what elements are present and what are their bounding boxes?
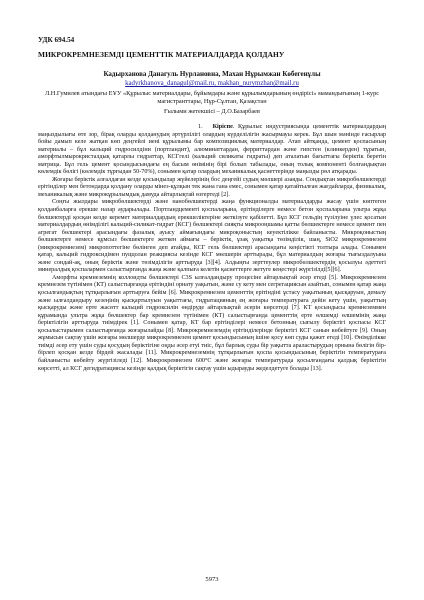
paragraph: Соңғы жылдары микробөлшектерді және нанобөлшектерді жаңа функционалды материалдарды жасау үшін көптеген қолданбаларға ерекше назар аударылады. Портландцементі қоспаларына, ерітінділерге немесе бетон қоспаларына ультра жұқа бөлшектерді қосқан кезде керемет материалдардың ерекшеліктеріне жеткізуге қабілетті. Бұл КСГ гельдің түзілуіне үлес қосатын материалдардың өнімділігі кальций-силикат-гидрат (КСГ) бөлшектері сияқты микрооңшамы қатты бөлшектерге немесе цемент пен агрегат бөлшектері арасындағы фазалық ауысу аймағындағы микроқоныстың кеуектілікке байланысты. Микроқоныстың бөлшектерге немесе құмсыз бөлшектерге жеткен аймағы – беріктік, ұзақ уақытқа төзімділік, шаң, SiO2 микрокремнезем (микрокремнезем) микропоттегіне бөлінген деп атайды, КСГ гель бөлшектері арасындағы кеңістікті толтыра алады. Сонымен қатар, кальций гидроксидімен пуццолан реакциясы кезінде КСГ мөлшерін арттырады, бұл материалдың жоғары тығыздалуына және сондай-ақ, оның беріктік және төзімділігін арттыруда [3][4]. Алдыңғы зерттеулер микробөлшектердің қосылуы әдеттегі минералдық қоспалармен салыстырғанда жаңа және қалпыға келетін қасиеттерге жетуге кеңестері жүргізілді[5][6]. (38, 199, 386, 274)
paragraph: Аморфты кремнеземнің коллоидты бөлшектері C3S ылғалдандыру процесіне айтарлықтай әсер етеді [5]. Микрокремнезем кремнезем түтінімен (КТ) салыстырғанда ерітіндіні орнату уақытын, және су кету мен сегрегациясын азайтып, сонымен қатар жаңа қосылғандықтың тұтқырлығын арттыруға бейім [6]. Микрокремнезем цементтің ерітіндіні ұстасу уақытының қысқаруын, демалу және ылғалдандыру кезеңінің қысқартылуын уақыттағы, гидратацияның ең жоғары температураға дейін кету үшін, уақыттың қысқаруды және ерте жасөтт кальций гидроксилін өндіруде айтарлықтай әсерін көрсетеді [7]. КТ қосындысы кремнеземмен құрамында ультра жұқа бөлшектер бар кремнезем түтінімен (КТ) салыстырғанда цементтің ерте өлшемді өлшемінің жаңа беріктілігін арттыруда тиімдірек [1]. Сонымен қатар, КТ бар ерітінділері немесе бетонның сығылу беріктігі қоспасы КСГ қосылыстарымен салыстырғанда жоғарылайды [8]. Микрокремнеземдің ерітінділерінде беріктігі КСГ санын көбейтуге [9]. Оның жұмысын сақтау үшін жоғары мөлшерде микрокремнезем цемент қосындысының ішіне қосу көп суды қажет етеді [10]. Өнімділікке тиімді әсер ету үшін суды қосудың беріктігіне оңды әсер етуі тиіс, бұл барлық суды бір уақытта араластырудың орнына бөлігін бір-бірлеп қосқан кезде бірдей жасалады [11]. Микрокремнеземнің тұтқырлығын қоспа қосындысының беріктігін температураға байланысты көбейту жүргізіледі [12]. Микрокремнезем 600°С және жоғары температурада қосылғандағы қалдық беріктігін көрсетті, ал КСГ дегидратациясы кезінде қалдық беріктігін сақтау үшін ыдырауды жеделдетуге болады [13]. (38, 274, 386, 372)
paragraph: Жоғары беріктік алғалдаған кезде қосындылар жүйелерінің бос деңгейі судың мөлшері азаяды. Сондықтан микробөлшектерді ерітінділер мен бетондарда қолдану оларды мінез-құлқын тек жана гана емес, сонымен қатар қатайтылған жағдайларда, физикалық, механикалық және микрокұрылымдық дамуда айтарлықтай өзгертеді [2]. (38, 176, 386, 198)
author-emails (0, 80, 424, 87)
page-number: 5973 (205, 576, 219, 583)
authors: Кадырханова Данагуль Нурлановна, Махан Нұрымжан Көбегенұлы (103, 70, 321, 78)
paragraph-intro (38, 124, 386, 177)
email-links[interactable]: kadyrkhanova_danagul@mail.ru, makhan_nurymzhan@mail.ru (125, 80, 299, 87)
section-heading: Кіріспе (212, 124, 233, 130)
supervisor: Ғылыми жетекшісі – Д.О.Базарбаев (164, 108, 260, 115)
udk-code: УДК 694.54 (38, 36, 75, 44)
article-title: МИКРОКРЕМНЕЗЕМДІ ЦЕМЕНТТІК МАТЕРИАЛДАРДА ҚОЛДАНУ (38, 50, 285, 59)
affiliation: Л.Н.Гумилев атындағы ЕҰУ «Құрылыс материалдары, бұйымдары және құрылымдарының өндірісі» мамандығының 1-курс магистранттары, Нұр-Сұлтан, Қазақстан (44, 90, 380, 106)
paragraph-text: . Құрылыс индустриясында цементтік материалдардың маңыздылығы өте зор, бірақ оларды қолданудың әртүрлілігі олардың күрделілігін жасырмауы керек. Бұл шын мәнінде ғасырлар бойы дамып келе жатқан көп деңгейлі иені құрылымы бар композициялық материалдар. Атап айтқанда, цемент қоспасының материалы – бұл кальций гидросилдіни (портландит), алюминаттардан, ферриттардан және гипстен (клинкерден) тұратын, аморфтылмырокристалдық қатарлы гидраттар, КСГгелі (кальций силикаты гидраты) деп аталатын бағыттағы беріктік беретін матрица. Бұл гель цемент қосындысындағы ең басым өнімінің бірі болып табылады, оның толық компоненті болғандықтан көлемдік бөлігі (көлемдік тұрғыдан 50-70%), сонымен қатар олардың механикалық қасиеттерінде маңызды рөл атқарады. (38, 124, 386, 176)
article-body (38, 124, 386, 373)
section-number: 1. (198, 124, 203, 130)
